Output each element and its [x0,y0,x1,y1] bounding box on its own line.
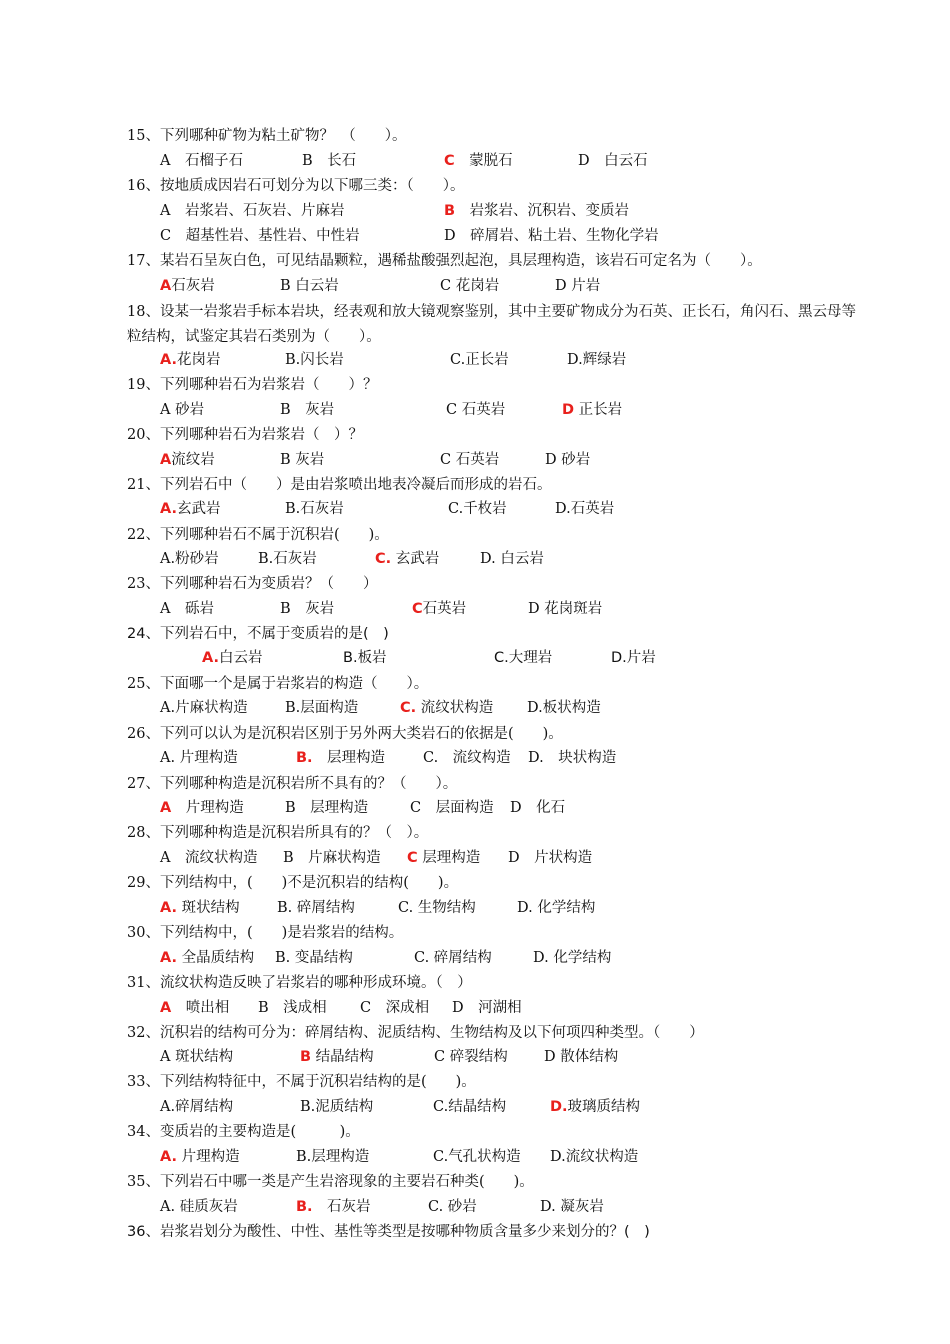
correct-option-key: A. [160,1149,177,1165]
option-text: 石英岩 [457,402,506,418]
correct-option-key: C [444,153,455,169]
option-key: D. [480,551,496,567]
option-text: 散体结构 [555,1049,619,1065]
option-text: 花岗岩 [177,352,221,368]
option-key: A. [160,1099,176,1115]
question-stem: 22、下列哪种岩石不属于沉积岩( )。 [127,527,389,543]
answer-option [450,350,509,370]
option-key: C [410,800,422,816]
answer-option [444,226,659,246]
answer-option [414,948,492,968]
answer-option [423,748,511,768]
option-text: 灰岩 [290,402,335,418]
option-key: B. [285,700,301,716]
answer-option [398,898,476,918]
correct-option-key: B [444,203,456,219]
answer-option [528,599,602,619]
option-text: 碎屑岩、粘土岩、生物化学岩 [455,228,659,244]
question-stem: 19、下列哪种岩石为岩浆岩（ ）？ [127,377,378,393]
option-text: 块状构造 [543,750,617,766]
answer-option [375,549,439,569]
option-text: 喷出相 [171,1000,230,1016]
answer-option [296,1197,371,1217]
answer-option [160,450,215,470]
answer-option [285,698,358,718]
option-key: B. [275,950,291,966]
answer-option [160,151,243,171]
answer-option [160,599,214,619]
option-key: B. [343,650,358,666]
option-text: 结晶结构 [311,1049,374,1065]
answer-option [280,400,334,420]
option-text: 花岗斑岩 [539,601,603,617]
option-key: D. [567,352,583,368]
answer-option [160,948,254,968]
option-text: 流纹状构造 [170,850,258,866]
correct-option-key: A [160,452,172,468]
answer-option [160,1047,233,1067]
answer-option [275,948,353,968]
option-key: C. [433,1099,449,1115]
option-key: D. [611,650,627,666]
option-text: 层理构造 [311,1149,370,1165]
option-text: 长石 [312,153,357,169]
question-stem: 16、按地质成因岩石可划分为以下哪三类：（ ）。 [127,178,465,194]
question-stem: 23、下列哪种岩石为变质岩？（ ） [127,576,378,592]
answer-option [578,151,648,171]
answer-option [550,1097,640,1117]
answer-option [412,599,466,619]
option-key: B. [258,551,274,567]
answer-option [540,1197,604,1217]
option-text: 砂岩 [443,1199,477,1215]
answer-option [160,499,221,519]
answer-option [400,698,493,718]
option-key: B. [285,352,301,368]
correct-option-key: D [562,402,575,418]
option-text: 片理构造 [177,1149,240,1165]
option-key: A [160,601,171,617]
option-key: B [280,402,291,418]
correct-option-key: A. [160,501,177,517]
answer-option [160,898,240,918]
option-text: 超基性岩、基性岩、中性岩 [171,228,360,244]
option-text: 正长岩 [465,352,509,368]
option-key: D. [517,900,533,916]
question-stem: 25、下面哪一个是属于岩浆岩的构造（ ）。 [127,676,429,692]
option-key: B. [277,900,293,916]
answer-option [444,151,513,171]
question-stem: 17、某岩石呈灰白色，可见结晶颗粒，遇稀盐酸强烈起泡，具层理构造，该岩石可定名为（ ）。 [127,253,762,269]
option-key: B [280,601,291,617]
option-text: 千枚岩 [463,501,507,517]
option-text: 斑状结构 [177,900,240,916]
answer-option [302,151,356,171]
option-key: C. [423,750,439,766]
option-key: A [160,850,171,866]
option-key: D [545,452,557,468]
option-text: 层面构造 [421,800,494,816]
option-text: 岩浆岩、沉积岩、变质岩 [455,203,630,219]
answer-option [285,798,368,818]
answer-option [517,898,595,918]
correct-option-key: A. [202,650,219,666]
answer-option [277,898,355,918]
answer-option [280,599,334,619]
answer-option [160,350,221,370]
option-key: D [528,601,540,617]
option-text: 化学结构 [548,950,612,966]
option-key: D [544,1049,556,1065]
option-text: 片理构造 [175,750,238,766]
answer-option [160,1147,240,1167]
option-text: 白云岩 [219,650,263,666]
answer-option [160,400,204,420]
option-key: B [302,153,313,169]
question-stem: 34、变质岩的主要构造是( )。 [127,1124,360,1140]
option-text: 片岩 [566,278,601,294]
correct-option-key: C [407,850,418,866]
option-text: 凝灰岩 [555,1199,604,1215]
option-text: 辉绿岩 [582,352,627,368]
option-key: D. [555,501,571,517]
correct-option-key: B. [296,750,313,766]
answer-option [283,848,381,868]
answer-option [300,1047,374,1067]
option-text: 流纹状构造 [416,700,494,716]
question-stem: 35、下列岩石中哪一类是产生岩溶现象的主要岩石种类( )。 [127,1174,534,1190]
option-text: 玄武岩 [391,551,440,567]
option-text: 片状构造 [519,850,593,866]
option-key: D [444,228,456,244]
answer-option [508,848,592,868]
option-text: 白云石 [589,153,648,169]
answer-option [160,998,229,1018]
option-text: 板岩 [357,650,387,666]
question-stem: 20、下列哪种岩石为岩浆岩（ ）？ [127,427,363,443]
option-key: C. [448,501,464,517]
option-text: 石灰岩 [312,1199,371,1215]
option-key: C. [414,950,430,966]
correct-option-key: B. [296,1199,313,1215]
option-text: 砂岩 [170,402,205,418]
option-key: C. [494,650,509,666]
option-key: B [280,278,291,294]
answer-option [452,998,522,1018]
option-key: C [360,1000,372,1016]
option-key: D. [540,1199,556,1215]
option-key: D [508,850,520,866]
answer-option [555,499,614,519]
answer-option [160,201,344,221]
option-text: 石英岩 [451,452,500,468]
answer-option [280,276,339,296]
option-key: D. [533,950,549,966]
answer-option [410,798,494,818]
option-text: 岩浆岩、石灰岩、片麻岩 [170,203,345,219]
option-text: 片理构造 [171,800,244,816]
option-text: 碎裂结构 [445,1049,508,1065]
answer-option [428,1197,477,1217]
option-text: 层理构造 [295,800,369,816]
option-key: B [283,850,294,866]
question-stem: 32、沉积岩的结构可分为：碎屑结构、泥质结构、生物结构及以下何项四种类型。（ ） [127,1025,704,1041]
question-stem: 31、流纹状构造反映了岩浆岩的哪种形成环境。（ ） [127,975,472,991]
option-text: 层理构造 [312,750,386,766]
answer-option [550,1147,638,1167]
answer-option [160,549,219,569]
option-text: 片麻状构造 [293,850,381,866]
option-key: B [280,452,291,468]
option-text: 白云岩 [290,278,339,294]
option-text: 流纹构造 [438,750,511,766]
option-text: 花岗岩 [451,278,500,294]
correct-option-key: A [160,1000,172,1016]
option-text: 生物结构 [413,900,476,916]
option-text: 石英岩 [422,601,467,617]
answer-option [433,1147,521,1167]
question-stem: 29、下列结构中，( )不是沉积岩的结构( )。 [127,875,459,891]
answer-option [160,276,215,296]
correct-option-key: A. [160,900,177,916]
question-stem: 26、下列可以认为是沉积岩区别于另外两大类岩石的依据是( )。 [127,726,563,742]
option-text: 浅成相 [268,1000,327,1016]
answer-option [545,450,590,470]
option-text: 石灰岩 [273,551,317,567]
answer-option [258,549,317,569]
answer-option [160,848,257,868]
correct-option-key: A [160,800,172,816]
option-key: C [434,1049,446,1065]
answer-option [444,201,629,221]
option-key: C. [433,1149,449,1165]
answer-option [407,848,480,868]
correct-option-key: A. [160,352,177,368]
answer-option [533,948,611,968]
answer-option [448,499,507,519]
option-text: 片岩 [626,650,656,666]
option-key: B. [300,1099,316,1115]
option-text: 深成相 [371,1000,430,1016]
answer-option [296,1147,369,1167]
answer-option [160,1197,238,1217]
option-text: 斑状结构 [170,1049,234,1065]
option-key: D. [550,1149,566,1165]
question-stem: 15、下列哪种矿物为粘土矿物？ （ ）。 [127,128,407,144]
answer-option [434,1047,508,1067]
answer-option [160,698,248,718]
option-key: D [452,1000,464,1016]
answer-option [258,998,327,1018]
answer-option [446,400,505,420]
answer-option [440,276,499,296]
option-text: 层理构造 [417,850,481,866]
correct-option-key: D. [550,1099,568,1115]
answer-option [285,350,344,370]
option-text: 蒙脱石 [454,153,513,169]
answer-option [160,1097,233,1117]
answer-option [510,798,565,818]
option-text: 全晶质结构 [177,950,255,966]
option-key: C. [428,1199,444,1215]
option-text: 变晶结构 [290,950,353,966]
answer-option [611,648,656,668]
option-key: A. [160,1199,176,1215]
option-text: 白云岩 [495,551,544,567]
option-text: 灰岩 [290,601,335,617]
answer-option [285,499,344,519]
option-key: C. [398,900,414,916]
option-key: A. [160,750,176,766]
answer-option [567,350,626,370]
correct-option-key: C [412,601,423,617]
option-key: A. [160,551,176,567]
option-text: 石灰岩 [300,501,344,517]
option-key: D. [528,750,544,766]
option-text: 化石 [521,800,566,816]
correct-option-key: C. [375,551,392,567]
question-stem: 30、下列结构中，( )是岩浆岩的结构。 [127,925,404,941]
answer-option [528,748,616,768]
option-text: 灰岩 [290,452,325,468]
answer-option [562,400,622,420]
answer-option [343,648,387,668]
answer-option [480,549,544,569]
answer-option [360,998,429,1018]
option-text: 碎屑结构 [292,900,355,916]
option-text: 闪长岩 [300,352,344,368]
option-text: 大理岩 [508,650,553,666]
question-stem: 28、下列哪种构造是沉积岩所具有的？（ ）。 [127,825,429,841]
option-text: 泥质结构 [315,1099,374,1115]
answer-option [544,1047,618,1067]
answer-option [160,226,360,246]
option-text: 河湖相 [463,1000,522,1016]
option-key: C [446,402,458,418]
question-stem: 33、下列结构特征中，不属于沉积岩结构的是( )。 [127,1074,476,1090]
option-key: D. [527,700,543,716]
option-key: D [555,278,567,294]
option-key: B. [285,501,301,517]
option-text: 玻璃质结构 [567,1099,641,1115]
option-key: C [160,228,172,244]
option-key: D [578,153,590,169]
option-key: C [440,278,452,294]
option-text: 流纹状构造 [565,1149,639,1165]
option-text: 石英岩 [570,501,615,517]
option-text: 正长岩 [574,402,623,418]
option-key: A [160,1049,171,1065]
option-key: B. [296,1149,312,1165]
option-text: 流纹岩 [171,452,215,468]
option-text: 层面构造 [300,700,359,716]
option-text: 石灰岩 [171,278,215,294]
answer-option [202,648,263,668]
option-text: 砂岩 [556,452,591,468]
question-stem: 27、下列哪种构造是沉积岩所不具有的？（ ）。 [127,776,458,792]
answer-option [160,798,244,818]
option-text: 粉砂岩 [175,551,219,567]
option-text: 玄武岩 [177,501,221,517]
option-key: C. [450,352,466,368]
answer-option [494,648,552,668]
option-key: B [285,800,296,816]
option-text: 化学结构 [532,900,596,916]
option-key: A [160,153,171,169]
option-text: 石榴子石 [170,153,243,169]
option-key: B [258,1000,269,1016]
answer-option [440,450,499,470]
option-key: A [160,402,171,418]
option-key: C [440,452,452,468]
answer-option [527,698,601,718]
answer-option [280,450,324,470]
option-text: 碎屑结构 [429,950,492,966]
option-text: 硅质灰岩 [175,1199,238,1215]
correct-option-key: B [300,1049,312,1065]
question-stem: 18、设某一岩浆岩手标本岩块，经表观和放大镜观察鉴别，其中主要矿物成分为石英、正长石，角闪石、黑云母等粒结构，试鉴定其岩石类别为（ ）。 [127,304,856,345]
option-text: 碎屑结构 [175,1099,234,1115]
correct-option-key: A [160,278,172,294]
option-key: A. [160,700,176,716]
option-text: 结晶结构 [448,1099,507,1115]
option-text: 板状构造 [542,700,601,716]
answer-option [296,748,385,768]
question-stem: 21、下列岩石中（ ）是由岩浆喷出地表冷凝后而形成的岩石。 [127,477,552,493]
option-text: 砾岩 [170,601,214,617]
option-key: A [160,203,171,219]
answer-option [555,276,600,296]
option-text: 气孔状构造 [448,1149,521,1165]
question-stem: 24、下列岩石中，不属于变质岩的是( ) [127,626,389,642]
answer-option [433,1097,506,1117]
option-key: D [510,800,522,816]
answer-option [300,1097,373,1117]
question-stem: 36、岩浆岩划分为酸性、中性、基性等类型是按哪种物质含量多少来划分的？( ) [127,1224,650,1240]
answer-option [160,748,238,768]
correct-option-key: A. [160,950,177,966]
correct-option-key: C. [400,700,417,716]
option-text: 片麻状构造 [175,700,248,716]
